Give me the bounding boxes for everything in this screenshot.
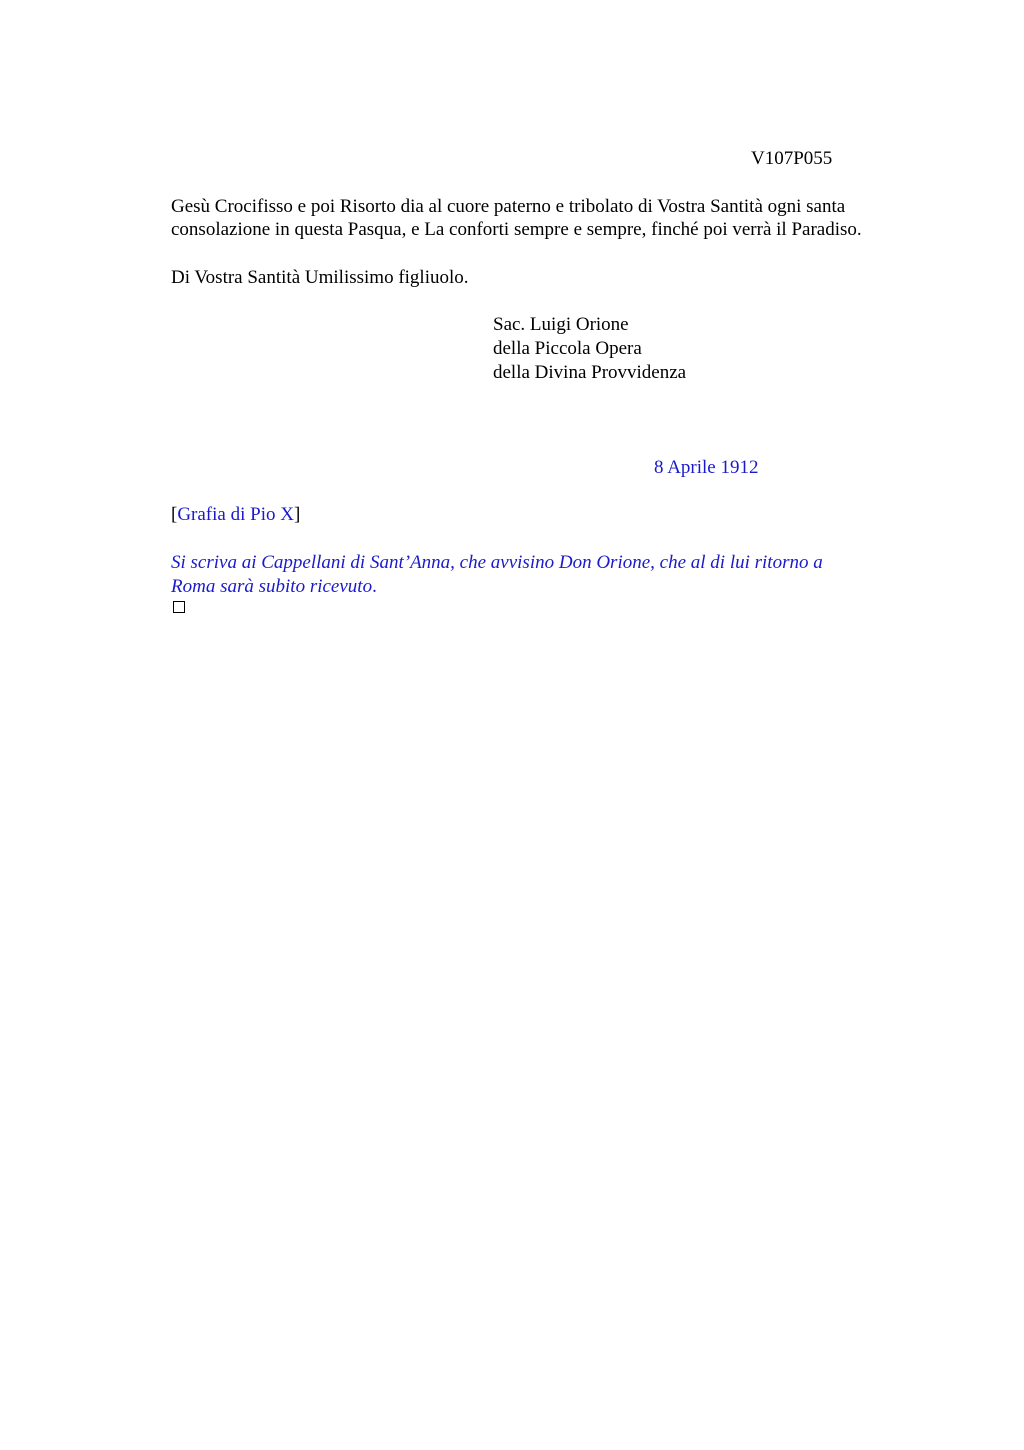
body-paragraph xyxy=(171,195,951,241)
note-trailing-period: . xyxy=(372,576,377,597)
document-date: 8 Aprile 1912 xyxy=(654,457,759,478)
reference-code: V107P055 xyxy=(751,148,833,169)
annotation-close-bracket: ] xyxy=(293,504,301,525)
note-line-2-wrapper xyxy=(171,575,823,599)
handwritten-note xyxy=(171,551,823,599)
checkbox-empty-icon[interactable] xyxy=(173,601,185,613)
body-paragraph-line-2: consolazione in questa Pasqua, e La conforti sempre e sempre, finché poi verrà il Paradiso. xyxy=(171,219,862,240)
annotation-heading xyxy=(171,503,300,526)
signature-affiliation: della Piccola Opera xyxy=(493,338,642,359)
annotation-open-bracket: [ xyxy=(171,504,178,525)
body-paragraph-line-1: Gesù Crocifisso e poi Risorto dia al cuore paterno e tribolato di Vostra Santità ogni santa xyxy=(171,196,846,217)
closing-salutation: Di Vostra Santità Umilissimo figliuolo. xyxy=(171,267,469,288)
signature-name: Sac. Luigi Orione xyxy=(493,314,629,335)
annotation-label: Grafia di Pio X xyxy=(177,504,294,525)
signature-organization: della Divina Provvidenza xyxy=(493,362,687,383)
note-line-2: Roma sarà subito ricevuto xyxy=(171,576,373,597)
note-line-1: Si scriva ai Cappellani di Sant’Anna, che avvisino Don Orione, che al di lui ritorno a xyxy=(171,552,823,573)
signature-block xyxy=(493,313,686,385)
